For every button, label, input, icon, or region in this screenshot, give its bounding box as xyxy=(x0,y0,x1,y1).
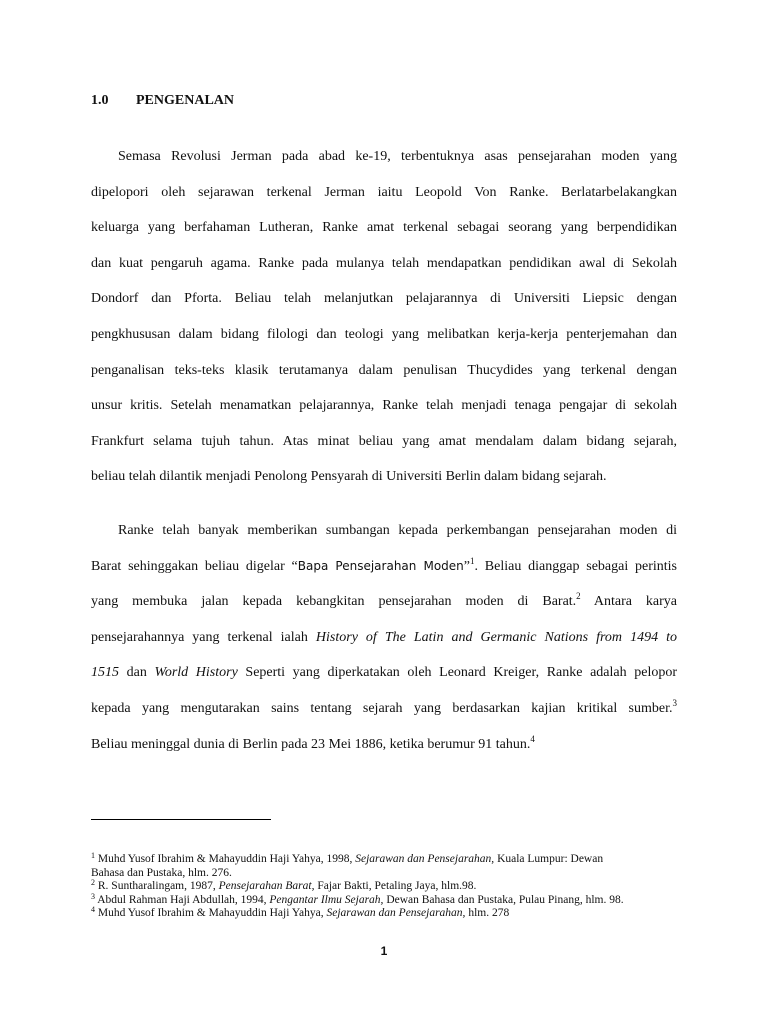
quoted-title: Bapa Pensejarahan Moden xyxy=(297,558,464,573)
footnote-number: 1 xyxy=(91,851,95,860)
book-title: World History xyxy=(154,665,238,681)
paragraph-line: Dondorf dan Pforta. Beliau telah melanjutkan pelajarannya di Universiti Liepsic dengan xyxy=(91,291,677,307)
book-title: Pensejarahan Barat, xyxy=(218,880,315,893)
paragraph-line: keluarga yang berfahaman Lutheran, Ranke amat terkenal sebagai seorang yang berpendidikan xyxy=(91,220,677,236)
paragraph-line: unsur kritis. Setelah menamatkan pelajarannya, Ranke telah menjadi tenaga pengajar di sekolah xyxy=(91,398,677,414)
text-run: Muhd Yusof Ibrahim & Mahayuddin Haji Yahya, xyxy=(95,907,327,920)
paragraph-line: Semasa Revolusi Jerman pada abad ke-19, terbentuknya asas pensejarahan moden yang xyxy=(118,149,677,164)
paragraph-line: dan kuat pengaruh agama. Ranke pada mulanya telah mendapatkan pendidikan awal di Sekolah xyxy=(91,255,677,271)
text-run: yang membuka jalan kepada kebangkitan pensejarahan moden di Barat. xyxy=(91,594,577,610)
text-run: ” xyxy=(463,558,471,574)
footnote-number: 2 xyxy=(91,878,95,888)
text-run: R. Suntharalingam, 1987, xyxy=(95,880,219,893)
text-run: Bahasa dan Pustaka, hlm. 276. xyxy=(91,866,232,879)
page-number: 1 xyxy=(380,944,388,958)
text-run: Abdul Rahman Haji Abdullah, 1994, xyxy=(95,893,270,906)
paragraph-line xyxy=(91,727,677,763)
text-run: Seperti yang diperkatakan oleh Leonard Kreiger, Ranke adalah pelopor xyxy=(237,665,678,681)
paragraph-line: Frankfurt selama tujuh tahun. Atas minat beliau yang amat mendalam dalam bidang sejarah, xyxy=(91,433,677,449)
text-run: pensejarahannya yang terkenal ialah xyxy=(91,629,316,645)
paragraph-line xyxy=(91,620,677,656)
book-title: Pengantar Ilmu Sejarah, xyxy=(269,893,384,906)
paragraph-line xyxy=(91,655,677,691)
footnote-number: 3 xyxy=(91,891,95,901)
footnote-ref[interactable]: 2 xyxy=(576,591,581,602)
text-run: Fajar Bakti, Petaling Jaya, hlm.98. xyxy=(314,880,477,893)
text-run: hlm. 278 xyxy=(465,907,510,920)
book-title: History of The Latin and Germanic Nations from 1494 to xyxy=(315,629,677,645)
text-run: dan xyxy=(119,665,155,681)
text-run: kepada yang mengutarakan sains tentang sejarah yang berdasarkan kajian kritikal sumber. xyxy=(91,700,673,716)
book-title: Sejarawan dan Pensejarahan, xyxy=(326,907,466,920)
footnote-separator xyxy=(91,819,271,820)
book-title: Sejarawan dan Pensejarahan, xyxy=(355,853,495,865)
footnote-ref[interactable]: 4 xyxy=(530,733,535,744)
text-run: Barat sehinggakan beliau digelar “ xyxy=(91,558,298,574)
paragraph-line: beliau telah dilantik menjadi Penolong Pensyarah di Universiti Berlin dalam bidang sejarah. xyxy=(91,469,607,485)
paragraph-line: penganalisan teks-teks klasik terutamanya dalam penulisan Thucydides yang terkenal dengan xyxy=(91,362,677,378)
paragraph-1 xyxy=(91,139,677,495)
text-run: Antara karya xyxy=(580,594,677,610)
footnote-1 xyxy=(91,853,691,880)
footnote-number: 4 xyxy=(91,905,95,915)
section-number: 1.0 xyxy=(91,93,109,108)
paragraph-line: dipelopori oleh sejarawan terkenal Jerman iaitu Leopold Von Ranke. Berlatarbelakangkan xyxy=(91,184,677,200)
section-title: PENGENALAN xyxy=(136,93,235,108)
text-run: . Beliau dianggap sebagai perintis xyxy=(474,558,678,574)
footnote-ref[interactable]: 1 xyxy=(470,555,475,566)
text-run: Muhd Yusof Ibrahim & Mahayuddin Haji Yahya, 1998, xyxy=(95,853,356,865)
footnote-ref[interactable]: 3 xyxy=(672,697,677,708)
section-heading xyxy=(91,93,234,109)
footnote-3 xyxy=(91,891,691,908)
footnote-4 xyxy=(91,907,691,921)
paragraph-line: pengkhususan dalam bidang filologi dan teologi yang melibatkan kerja-kerja penterjemahan dan xyxy=(91,326,677,342)
text-run: Dewan Bahasa dan Pustaka, Pulau Pinang, hlm. 98. xyxy=(383,893,624,906)
text-run: Beliau meninggal dunia di Berlin pada 23 Mei 1886, ketika berumur 91 tahun. xyxy=(91,736,531,752)
book-title: 1515 xyxy=(91,665,119,681)
paragraph-line xyxy=(91,691,677,727)
paragraph-line xyxy=(91,549,677,585)
footnotes xyxy=(91,853,691,921)
footnote-2 xyxy=(91,880,691,894)
text-run: Kuala Lumpur: Dewan xyxy=(494,853,604,865)
paragraph-2 xyxy=(91,513,677,762)
paragraph-line: Ranke telah banyak memberikan sumbangan kepada perkembangan pensejarahan moden di xyxy=(118,523,677,538)
paragraph-line xyxy=(91,584,677,620)
